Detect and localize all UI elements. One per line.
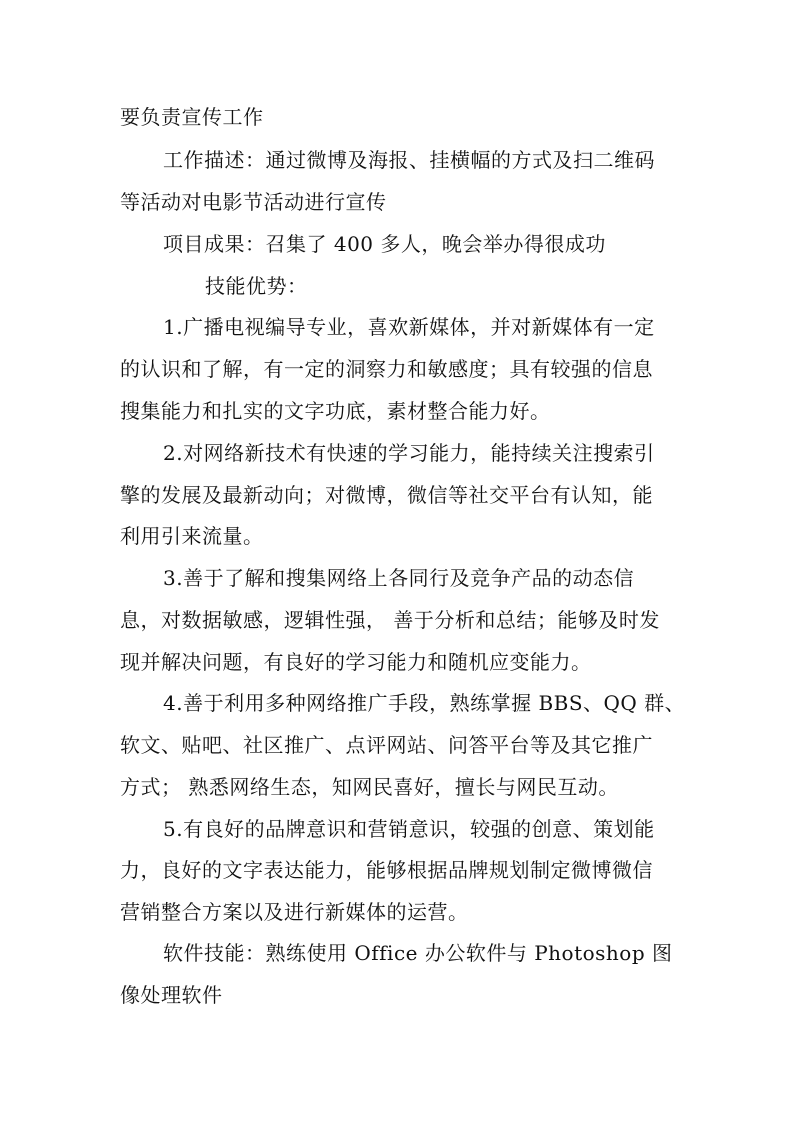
text-line: 3.善于了解和搜集网络上各同行及竞争产品的动态信 <box>163 566 635 590</box>
text-line: 1.广播电视编导专业，喜欢新媒体，并对新媒体有一定 <box>163 315 655 339</box>
text-line: 等活动对电影节活动进行宣传 <box>120 190 387 214</box>
text-line: 要负责宣传工作 <box>120 105 264 129</box>
text-line: 营销整合方案以及进行新媒体的运营。 <box>120 900 469 924</box>
text-line: 2.对网络新技术有快速的学习能力，能持续关注搜索引 <box>163 441 655 465</box>
text-line: 软件技能：熟练使用 Office 办公软件与 Photoshop 图 <box>163 941 673 965</box>
text-line: 现并解决问题，有良好的学习能力和随机应变能力。 <box>120 650 592 674</box>
text-line: 搜集能力和扎实的文字功底，素材整合能力好。 <box>120 399 551 423</box>
text-line: 像处理软件 <box>120 983 223 1007</box>
text-line: 力，良好的文字表达能力，能够根据品牌规划制定微博微信 <box>120 858 653 882</box>
text-line: 利用引来流量。 <box>120 524 264 548</box>
text-line: 5.有良好的品牌意识和营销意识，较强的创意、策划能 <box>163 817 655 841</box>
text-line: 项目成果：召集了 400 多人，晚会举办得很成功 <box>163 232 606 256</box>
text-line: 方式； 熟悉网络生态，知网民喜好，擅长与网民互动。 <box>120 775 619 799</box>
text-line: 擎的发展及最新动向；对微博，微信等社交平台有认知，能 <box>120 483 653 507</box>
text-line: 4.善于利用多种网络推广手段，熟练掌握 BBS、QQ 群、 <box>163 691 686 715</box>
text-line: 息，对数据敏感，逻辑性强， 善于分析和总结；能够及时发 <box>120 608 660 632</box>
text-line: 软文、贴吧、社区推广、点评网站、问答平台等及其它推广 <box>120 733 653 757</box>
section-heading: 技能优势： <box>205 274 308 298</box>
text-line: 工作描述：通过微博及海报、挂横幅的方式及扫二维码 <box>163 148 655 172</box>
text-line: 的认识和了解，有一定的洞察力和敏感度；具有较强的信息 <box>120 357 653 381</box>
